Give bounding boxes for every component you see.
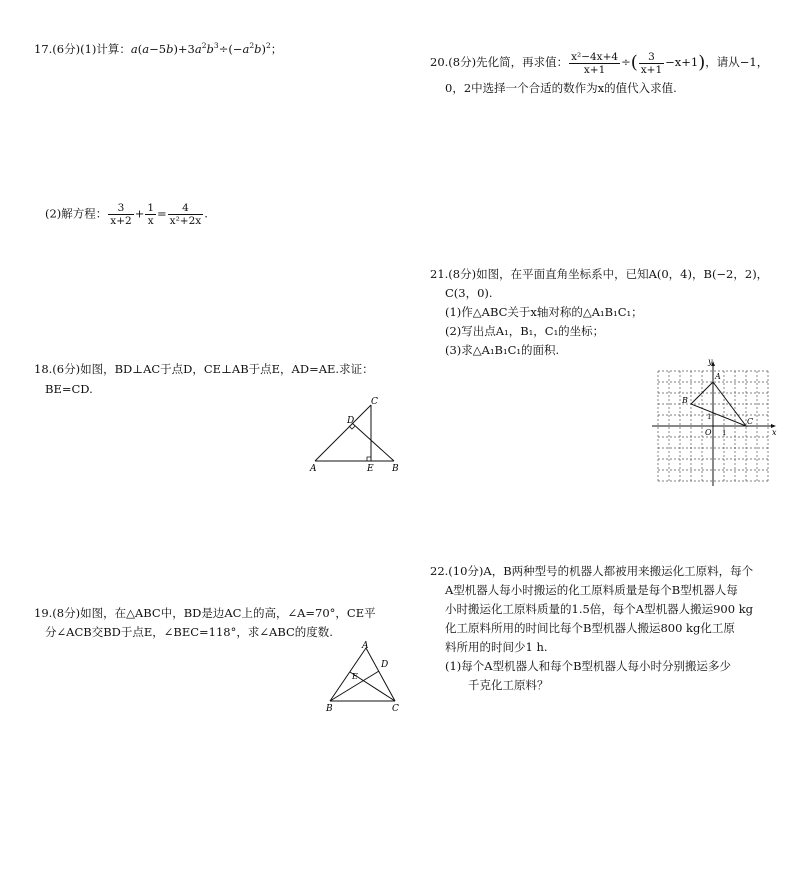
q20-prefix: 20.(8分)先化简，再求值：	[430, 55, 569, 69]
q22-line1: 22.(10分)A，B两种型号的机器人都被用来搬运化工原料，每个	[430, 564, 754, 578]
q19-line2: 分∠ACB交BD于点E，∠BEC=118°，求∠ABC的度数.	[45, 625, 333, 639]
q18-line1: 18.(6分)如图，BD⊥AC于点D，CE⊥AB于点E，AD=AE.求证：	[34, 362, 374, 376]
q21-line3: (1)作△ABC关于x轴对称的△A₁B₁C₁；	[445, 305, 643, 319]
q21-line2: C(3，0).	[445, 286, 493, 300]
q21-label-o: O	[705, 428, 712, 437]
q20-line1: 20.(8分)先化简，再求值： $\frac{\text{x²−4x+4}}{x+1}$ ÷( $\frac{3}{x+1}$ −x+1)，请从−1，	[430, 50, 769, 76]
q22-line2: A型机器人每小时搬运的化工原料质量是每个B型机器人每	[445, 583, 738, 597]
q21-label-one-y: 1	[707, 413, 712, 421]
q20-frac-main: $\frac{\text{x²−4x+4}}{x+1}$	[571, 50, 619, 76]
q21-line5: (3)求△A₁B₁C₁的面积.	[445, 343, 560, 357]
q21-label-x: x	[772, 428, 777, 437]
q17-part2: (2)解方程： $\frac{3}{x+2}$ + $\frac{1}{x}$ = $\frac{4}{\text{x²+2x}}$ .	[45, 202, 208, 227]
q18-figure	[305, 395, 405, 475]
q21-label-a: A	[715, 372, 721, 381]
q17-expression: $a(a-5b)+3a^2b^3\div(-a^2b)^2$；	[130, 41, 283, 56]
q21-label-c: C	[747, 417, 754, 426]
q22-line3: 小时搬运化工原料质量的1.5倍，每个A型机器人搬运900 kg	[445, 602, 754, 616]
q19-label-d: D	[381, 660, 389, 670]
q22-line5: 料所用的时间少1 h.	[445, 640, 548, 654]
q17-part1	[34, 41, 282, 57]
q21-line4: (2)写出点A₁，B₁，C₁的坐标；	[445, 324, 605, 338]
q18-label-d: D	[347, 416, 355, 426]
q20-frac-inner: $\frac{3}{x+1}$	[640, 50, 663, 76]
q18-label-a: A	[310, 464, 317, 474]
q18-label-b: B	[392, 464, 399, 474]
q19-figure	[322, 640, 404, 712]
q19-label-e: E	[352, 672, 358, 681]
q17-number: 17.(6分)	[34, 42, 81, 56]
q21-label-y: y	[708, 358, 713, 366]
q21-line1: 21.(8分)如图，在平面直角坐标系中，已知A(0，4)，B(−2，2)，	[430, 267, 769, 281]
q21-coordinate-grid	[648, 358, 780, 488]
q17-frac1: $\frac{3}{x+2}$	[110, 202, 132, 227]
q22-line7: 千克化工原料？	[468, 678, 549, 692]
q19-label-c: C	[392, 704, 399, 712]
q18-label-e: E	[367, 464, 374, 474]
q18-line2: BE=CD.	[45, 382, 93, 396]
q21-label-b: B	[682, 396, 688, 405]
q18-label-c: C	[371, 397, 378, 407]
q20-line2: 0，2中选择一个合适的数作为x的值代入求值.	[445, 81, 677, 95]
q17-part1-prefix: (1)计算：	[80, 42, 131, 56]
q22-line4: 化工原料所用的时间比每个B型机器人搬运800 kg化工原	[445, 621, 735, 635]
q17-frac2: $\frac{1}{x}$	[147, 202, 155, 227]
q19-label-a: A	[362, 641, 369, 651]
q17-frac3: $\frac{4}{\text{x²+2x}}$	[169, 202, 202, 227]
q21-label-one-x: 1	[722, 429, 727, 437]
q20-suffix: ，请从−1，	[705, 55, 769, 69]
q19-label-b: B	[326, 704, 333, 712]
q22-line6: (1)每个A型机器人和每个B型机器人每小时分别搬运多少	[445, 659, 732, 673]
q17-part2-prefix: (2)解方程：	[45, 206, 108, 221]
q19-line1: 19.(8分)如图，在△ABC中，BD是边AC上的高，∠A=70°，CE平	[34, 606, 376, 620]
